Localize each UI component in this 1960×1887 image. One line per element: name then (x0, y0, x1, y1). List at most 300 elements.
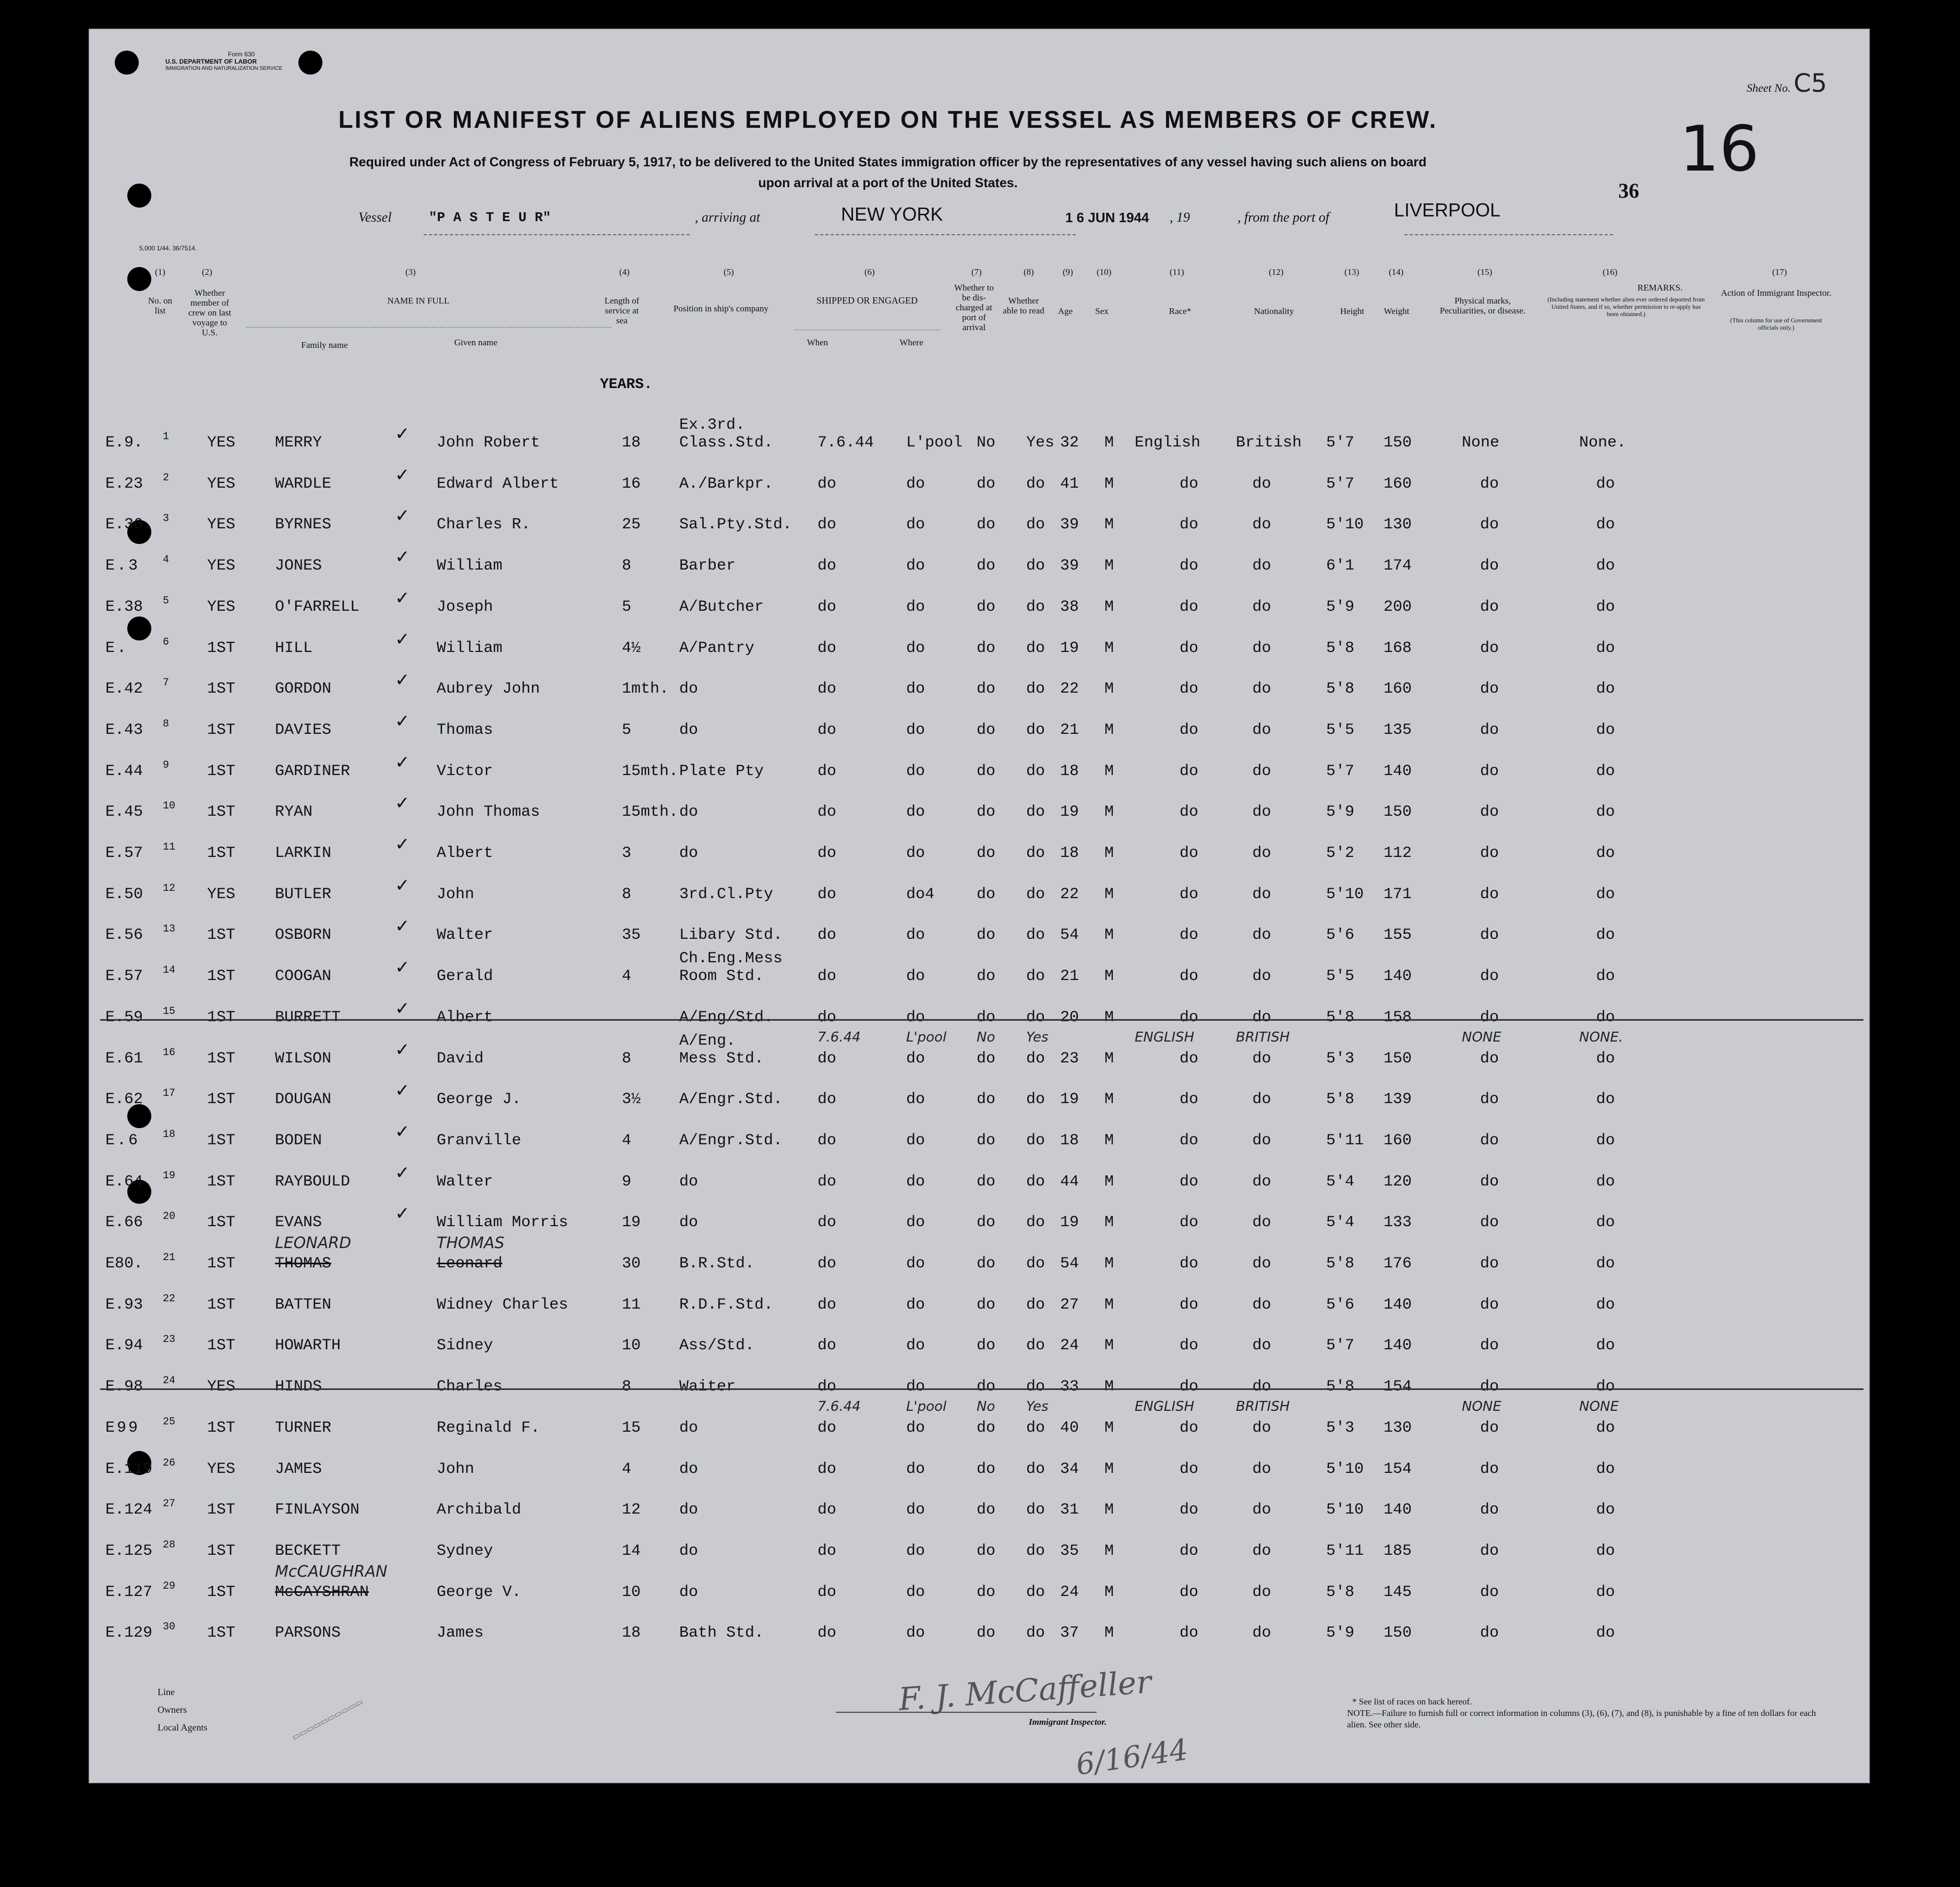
member-status: 1ST (207, 1172, 236, 1191)
race: do (1180, 1255, 1199, 1273)
sex: M (1104, 1501, 1114, 1519)
row-number: 17 (163, 1087, 176, 1100)
shipped-where: do (906, 1214, 925, 1232)
service-length: 3 (622, 844, 632, 862)
table-row (90, 416, 1869, 471)
column-number: (16) (1603, 267, 1618, 277)
list-id: E.36. (105, 516, 153, 534)
age: 18 (1060, 762, 1079, 780)
height: 5'8 (1326, 1008, 1355, 1026)
height: 5'9 (1326, 1624, 1355, 1642)
weight: 154 (1384, 1460, 1412, 1478)
nationality-correction: BRITISH (1236, 1029, 1290, 1045)
able-to-read: do (1026, 639, 1045, 657)
member-status: 1ST (207, 1501, 236, 1519)
race: do (1180, 1008, 1199, 1026)
age: 22 (1060, 680, 1079, 698)
to-be-discharged: do (977, 680, 996, 698)
weight: 140 (1384, 1501, 1412, 1519)
shipped-when: do (817, 1460, 837, 1478)
service-length: 18 (622, 434, 641, 452)
nationality: do (1252, 885, 1271, 903)
remarks: do (1596, 1214, 1615, 1232)
family-name: OSBORN (275, 926, 332, 945)
family-name: GARDINER (275, 762, 351, 780)
row-number: 28 (163, 1539, 176, 1551)
physical-marks: do (1480, 844, 1499, 862)
age: 38 (1060, 598, 1079, 616)
shipped-when: do (817, 1378, 837, 1396)
physical-marks-correction: NONE (1462, 1029, 1501, 1045)
check-mark-icon: ✓ (395, 670, 410, 691)
column-number: (5) (724, 267, 734, 277)
height: 5'5 (1326, 967, 1355, 986)
service-length: 15 (622, 1419, 641, 1437)
sex: M (1104, 1008, 1114, 1026)
shipped-when: do (817, 762, 837, 780)
list-id: E.129 (105, 1624, 153, 1642)
to-be-discharged: No (977, 434, 996, 452)
able-to-read: do (1026, 803, 1045, 821)
service-length: 11 (622, 1296, 641, 1314)
to-be-discharged: do (977, 598, 996, 616)
column-number: (15) (1477, 267, 1493, 277)
race: do (1180, 1378, 1199, 1396)
height: 5'4 (1326, 1214, 1355, 1232)
sex: M (1104, 680, 1114, 698)
sex: M (1104, 1255, 1114, 1273)
given-name: Walter (437, 926, 494, 945)
race: do (1180, 1583, 1199, 1601)
service-length: 35 (622, 926, 641, 945)
given-name: Archibald (437, 1501, 522, 1519)
race: English (1135, 434, 1201, 452)
member-status: 1ST (207, 1008, 236, 1026)
member-status: 1ST (207, 803, 236, 821)
race: do (1180, 1131, 1199, 1150)
nationality: do (1252, 1419, 1271, 1437)
row-number: 8 (163, 718, 170, 730)
to-be-discharged: do (977, 1624, 996, 1642)
row-number: 30 (163, 1621, 176, 1634)
shipped-where: do (906, 557, 925, 575)
to-be-discharged: do (977, 1296, 996, 1314)
shipped-when: do (817, 1583, 837, 1601)
row-number: 4 (163, 554, 170, 566)
list-id: E.57 (105, 844, 143, 862)
family-name: COOGAN (275, 967, 332, 986)
age: 20 (1060, 1008, 1079, 1026)
given-name: William (437, 639, 503, 657)
race: do (1180, 721, 1199, 739)
column-number: (7) (971, 267, 982, 277)
service-length: 5 (622, 598, 632, 616)
age: 23 (1060, 1049, 1079, 1068)
header-given-name: Given name (454, 337, 498, 347)
form-identifier (165, 51, 282, 72)
given-name-correction: THOMAS (437, 1234, 504, 1252)
header-member: Whether member of crew on last voyage to U.S. (188, 288, 232, 337)
weight: 168 (1384, 639, 1412, 657)
footer-notes (1347, 1696, 1832, 1731)
signature-date: 6/16/44 (1074, 1733, 1191, 1782)
sex: M (1104, 1542, 1114, 1560)
position: A/Butcher (679, 598, 764, 616)
given-name: George J. (437, 1091, 522, 1109)
to-be-discharged: do (977, 967, 996, 986)
list-id: E.59 (105, 1008, 143, 1026)
race: do (1180, 516, 1199, 534)
shipped-when: do (817, 1501, 837, 1519)
family-name: BURRETT (275, 1008, 341, 1026)
service-length: 15mth. (622, 762, 679, 780)
nationality: do (1252, 721, 1271, 739)
header-no-on-list: No. on list (148, 296, 173, 316)
shipped-where: do (906, 762, 925, 780)
age: 34 (1060, 1460, 1079, 1478)
height: 5'10 (1326, 885, 1364, 903)
shipped-where: do (906, 475, 925, 493)
able-to-read: do (1026, 1460, 1045, 1478)
race: do (1180, 1091, 1199, 1109)
check-mark-icon: ✓ (395, 793, 410, 814)
remarks: do (1596, 762, 1615, 780)
able-to-read: do (1026, 1378, 1045, 1396)
remarks: do (1596, 1049, 1615, 1068)
handwritten-correction-row (90, 1030, 1869, 1067)
to-be-discharged: do (977, 885, 996, 903)
list-id: E.23 (105, 475, 143, 493)
sex: M (1104, 1419, 1114, 1437)
list-id: E.42 (105, 680, 143, 698)
race: do (1180, 844, 1199, 862)
arrival-port: NEW YORK (841, 203, 943, 225)
row-number: 22 (163, 1292, 176, 1305)
shipped-when: do (817, 803, 837, 821)
shipped-when: do (817, 639, 837, 657)
table-row (90, 1292, 1869, 1334)
row-number: 11 (163, 841, 176, 853)
shipped-where: do (906, 516, 925, 534)
sheet-number-label: Sheet No. (1747, 81, 1791, 94)
service-length: 5 (622, 721, 632, 739)
family-name: WARDLE (275, 475, 332, 493)
check-mark-icon: ✓ (395, 628, 410, 650)
nationality: do (1252, 1049, 1271, 1068)
table-row (90, 1562, 1869, 1621)
shipped-where: do (906, 639, 925, 657)
age: 35 (1060, 1542, 1079, 1560)
shipped-when: do (817, 557, 837, 575)
position: do (679, 1419, 699, 1437)
physical-marks: do (1480, 1214, 1499, 1232)
physical-marks: None (1462, 434, 1500, 452)
weight: 145 (1384, 1583, 1412, 1601)
race: do (1180, 1337, 1199, 1355)
physical-marks: do (1480, 1583, 1499, 1601)
row-number: 10 (163, 800, 176, 813)
shipped-when: do (817, 1296, 837, 1314)
check-mark-icon: ✓ (395, 1121, 410, 1142)
position: do (679, 844, 699, 862)
given-name: Reginald F. (437, 1419, 540, 1437)
height: 5'8 (1326, 1583, 1355, 1601)
member-status: 1ST (207, 1419, 236, 1437)
physical-marks: do (1480, 1296, 1499, 1314)
able-to-read: do (1026, 516, 1045, 534)
height: 5'7 (1326, 762, 1355, 780)
weight: 140 (1384, 762, 1412, 780)
position-prefix: Ex.3rd. (679, 416, 745, 434)
nationality: do (1252, 1008, 1271, 1026)
check-mark-icon: ✓ (395, 1162, 410, 1183)
table-row (90, 1121, 1869, 1169)
able-to-read-correction: Yes (1026, 1399, 1049, 1415)
shipped-where: do (906, 1296, 925, 1314)
physical-marks: do (1480, 475, 1499, 493)
shipped-when-correction: 7.6.44 (817, 1399, 861, 1415)
family-name-correction: LEONARD (275, 1234, 352, 1252)
remarks: do (1596, 475, 1615, 493)
column-number: (10) (1097, 267, 1112, 277)
shipped-when: do (817, 680, 837, 698)
age: 33 (1060, 1378, 1079, 1396)
inspector-signature: F. J. McCaffeller (897, 1664, 1153, 1718)
service-length: 19 (622, 1214, 641, 1232)
physical-marks: do (1480, 1131, 1499, 1150)
able-to-read: do (1026, 762, 1045, 780)
shipped-when: do (817, 1091, 837, 1109)
position: do (679, 803, 699, 821)
member-status: YES (207, 598, 236, 616)
position: do (679, 680, 699, 698)
position-prefix: Ch.Eng.Mess (679, 950, 783, 968)
family-name: TURNER (275, 1419, 332, 1437)
remarks: None. (1579, 434, 1627, 452)
height: 5'8 (1326, 1378, 1355, 1396)
member-status: 1ST (207, 1091, 236, 1109)
member-status: YES (207, 1378, 236, 1396)
height: 5'9 (1326, 598, 1355, 616)
handwritten-correction-row (90, 1399, 1869, 1436)
sex: M (1104, 1624, 1114, 1642)
list-id: E.43 (105, 721, 143, 739)
sex: M (1104, 844, 1114, 862)
list-id: E.93 (105, 1296, 143, 1314)
sheet-number (1747, 69, 1827, 98)
header-family-name: Family name (301, 340, 348, 350)
nationality: do (1252, 1583, 1271, 1601)
to-be-discharged: do (977, 1501, 996, 1519)
height: 5'5 (1326, 721, 1355, 739)
age: 54 (1060, 926, 1079, 945)
owners-label: Owners (158, 1704, 187, 1715)
shipped-where: do (906, 1255, 925, 1273)
able-to-read: do (1026, 1049, 1045, 1068)
race: do (1180, 967, 1199, 986)
age: 19 (1060, 1091, 1079, 1109)
years-label: YEARS. (600, 377, 653, 393)
remarks: do (1596, 1008, 1615, 1026)
voyage-line (90, 199, 1863, 241)
height: 5'3 (1326, 1419, 1355, 1437)
height: 5'7 (1326, 434, 1355, 452)
sex: M (1104, 1460, 1114, 1478)
position: Sal.Pty.Std. (679, 516, 792, 534)
header-remarks: REMARKS. (1637, 283, 1683, 293)
shipped-where: do (906, 1624, 925, 1642)
position: Barber (679, 557, 736, 575)
shipped-when-correction: 7.6.44 (817, 1029, 861, 1045)
remarks: do (1596, 967, 1615, 986)
physical-marks: do (1480, 1419, 1499, 1437)
remarks: do (1596, 1255, 1615, 1273)
remarks: do (1596, 1378, 1615, 1396)
to-be-discharged: do (977, 762, 996, 780)
column-number: (17) (1772, 267, 1787, 277)
service-length: 1mth. (622, 680, 669, 698)
row-number: 23 (163, 1334, 176, 1346)
position-prefix: A/Eng. (679, 1032, 736, 1050)
race: do (1180, 885, 1199, 903)
position: R.D.F.Std. (679, 1296, 774, 1314)
remarks: do (1596, 1501, 1615, 1519)
age: 41 (1060, 475, 1079, 493)
row-number: 29 (163, 1580, 176, 1592)
list-id: E.45 (105, 803, 143, 821)
nationality: do (1252, 598, 1271, 616)
header-action-note: (This column for use of Government officials only.) (1730, 317, 1822, 331)
position: A/Pantry (679, 639, 755, 657)
weight: 174 (1384, 557, 1412, 575)
to-be-discharged-correction: No (977, 1029, 995, 1045)
check-mark-icon: ✓ (395, 834, 410, 855)
family-name: BYRNES (275, 516, 332, 534)
shipped-where-correction: L'pool (906, 1029, 947, 1045)
height: 5'8 (1326, 680, 1355, 698)
family-name: JAMES (275, 1460, 322, 1478)
header-discharged: Whether to be dis-charged at port of arrival (954, 283, 994, 332)
nationality: do (1252, 1378, 1271, 1396)
race: do (1180, 680, 1199, 698)
list-id: E.44 (105, 762, 143, 780)
given-name: Charles R. (437, 516, 531, 534)
nationality: do (1252, 680, 1271, 698)
nationality: do (1252, 516, 1271, 534)
physical-marks: do (1480, 1501, 1499, 1519)
sex: M (1104, 434, 1114, 452)
sex: M (1104, 721, 1114, 739)
race: do (1180, 475, 1199, 493)
height: 5'8 (1326, 639, 1355, 657)
given-name: James (437, 1624, 484, 1642)
shipped-where: do (906, 1131, 925, 1150)
family-name: MERRY (275, 434, 322, 452)
physical-marks: do (1480, 885, 1499, 903)
able-to-read: do (1026, 721, 1045, 739)
column-number: (11) (1170, 267, 1184, 277)
member-status: 1ST (207, 1131, 236, 1150)
position: do (679, 1542, 699, 1560)
race: do (1180, 762, 1199, 780)
to-be-discharged: do (977, 926, 996, 945)
weight: 135 (1384, 721, 1412, 739)
age: 19 (1060, 1214, 1079, 1232)
header-able-to-read: Whether able to read (1003, 296, 1044, 316)
nationality: do (1252, 639, 1271, 657)
age: 37 (1060, 1624, 1079, 1642)
inspector-caption: Immigrant Inspector. (1029, 1717, 1107, 1727)
nationality: do (1252, 1172, 1271, 1191)
shipped-where: do (906, 1091, 925, 1109)
physical-marks: do (1480, 926, 1499, 945)
to-be-discharged: do (977, 1091, 996, 1109)
form-number: Form 630 (228, 51, 255, 58)
column-number: (13) (1344, 267, 1360, 277)
member-status: YES (207, 516, 236, 534)
year-label: , 19 (1170, 210, 1190, 225)
position: Libary Std. (679, 926, 783, 945)
member-status: 1ST (207, 762, 236, 780)
family-name: HINDS (275, 1378, 322, 1396)
member-status: YES (207, 475, 236, 493)
remarks-correction: NONE. (1579, 1029, 1624, 1045)
check-mark-icon: ✓ (395, 464, 410, 486)
remarks: do (1596, 885, 1615, 903)
physical-marks: do (1480, 1378, 1499, 1396)
able-to-read: do (1026, 1583, 1045, 1601)
vessel-representatives (158, 1683, 207, 1736)
height: 5'6 (1326, 1296, 1355, 1314)
list-id: E99 (105, 1419, 140, 1437)
service-length: 4½ (622, 639, 641, 657)
shipped-where-correction: L'pool (906, 1399, 947, 1415)
weight: 139 (1384, 1091, 1412, 1109)
nationality: do (1252, 1624, 1271, 1642)
document-subtitle-2: upon arrival at a port of the United States. (758, 176, 1018, 190)
able-to-read: do (1026, 1131, 1045, 1150)
height: 5'11 (1326, 1131, 1364, 1150)
header-age: Age (1057, 306, 1073, 316)
race: do (1180, 1419, 1199, 1437)
to-be-discharged: do (977, 1542, 996, 1560)
able-to-read: do (1026, 1091, 1045, 1109)
row-number: 20 (163, 1211, 176, 1223)
shipped-when: do (817, 1419, 837, 1437)
table-row (90, 628, 1869, 677)
list-number: 36 (1618, 179, 1639, 202)
service-length: 8 (622, 1049, 632, 1068)
height: 5'6 (1326, 926, 1355, 945)
row-number: 3 (163, 513, 170, 525)
check-mark-icon: ✓ (395, 505, 410, 527)
member-status: YES (207, 1460, 236, 1478)
physical-marks: do (1480, 1255, 1499, 1273)
physical-marks: do (1480, 1091, 1499, 1109)
nationality: do (1252, 1337, 1271, 1355)
weight: 140 (1384, 967, 1412, 986)
remarks: do (1596, 1583, 1615, 1601)
shipped-when: do (817, 967, 837, 986)
sex: M (1104, 1091, 1114, 1109)
to-be-discharged: do (977, 1583, 996, 1601)
strike-through-line (100, 1388, 1863, 1390)
punch-hole (115, 51, 139, 75)
sex: M (1104, 557, 1114, 575)
given-name: William Morris (437, 1214, 569, 1232)
family-name: McCAYSHRAN (275, 1583, 369, 1601)
member-status: 1ST (207, 1337, 236, 1355)
